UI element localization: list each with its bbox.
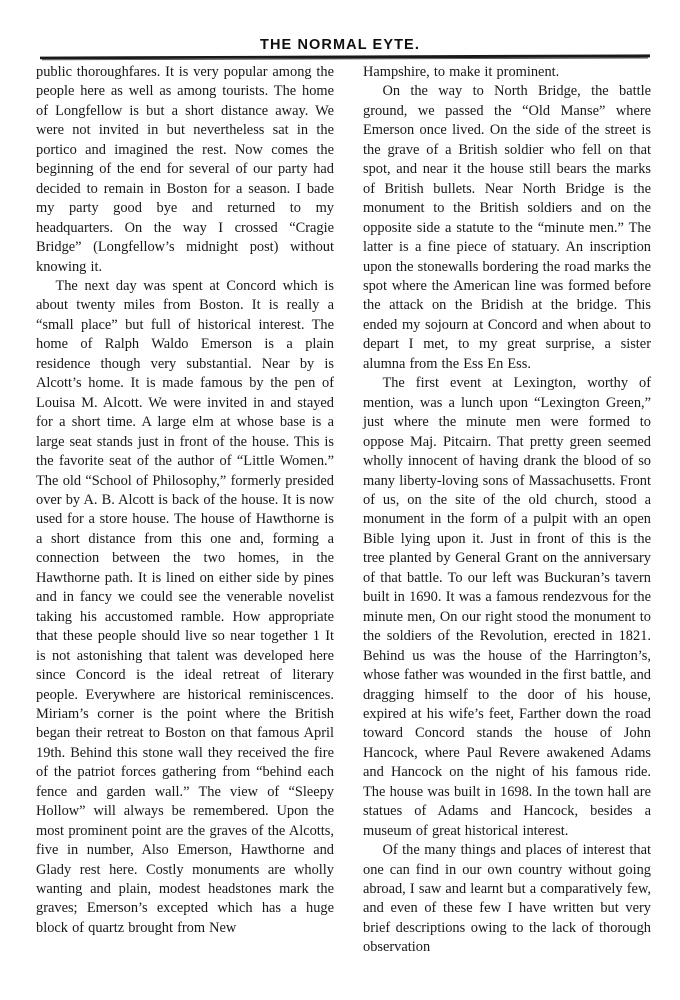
paragraph: The first event at Lexington, worthy of mention, was a lunch upon “Lexington Green,” just where the minute men were formed to oppose Maj. Pitcairn. That pretty green seemed wholly innocent of having drank the blood of so many liberty-loving sons of Massachusetts. Front of us, on the site of the old church, stood a monument in the form of a pulpit with an open Bible lying upon it. Just in front of this is the tree planted by General Grant on the anniversary of that battle. To our left was Buckuran’s tavern built in 1690. It was a famous rendezvous for the minute men, On our right stood the monument to the soldiers of the Revolution, erected in 1821. Behind us was the house of the Harrington’s, whose father was wounded in the first battle, and dragging himself to the door of his house, expired at his wife’s feet, Farther down the road toward Concord stands the house of John Hancock, where Paul Revere awakened Adams and Hancock on the night of his famous ride. The house was built in 1698. In the town hall are statues of Adams and Hancock, besides a museum of great historical interest.	[363, 375, 651, 839]
paragraph: Hampshire, to make it prominent.	[363, 64, 560, 80]
page-title: THE NORMAL EYTE.	[260, 37, 420, 53]
running-head	[0, 36, 680, 54]
column-right	[363, 63, 651, 958]
paragraph: Of the many things and places of interest that one can find in our own country without going abroad, I saw and learnt but a comparatively few, and even of these few I have written but very brief descriptions owing to the lack of thorough observation	[363, 842, 651, 956]
header-rule	[40, 54, 650, 62]
column-left	[36, 63, 334, 938]
body-columns	[0, 63, 680, 993]
paragraph: On the way to North Bridge, the battle ground, we passed the “Old Manse” where Emerson once lived. On the side of the street is the grave of a British soldier who fell on that spot, and near it the house still bears the marks of British bullets. Near North Bridge is the monument to the British soldiers and on the opposite side a statute to the “minute men.” The latter is a fine piece of statuary. An inscription upon the stonewalls bordering the road marks the spot where the American line was formed before the attack on the Bridish at the bridge. This ended my sojourn at Concord and when about to depart I met, to my great surprise, a sister alumna from the Ess En Ess.	[363, 83, 651, 372]
paragraph: public thoroughfares. It is very popular among the people here as well as among tourists. The home of Longfellow is but a short distance away. We were not invited in but nevertheless sat in the portico and imagined the rest. Now comes the beginning of the end for several of our party had decided to remain in Boston for a season. I bade my party good bye and returned to my headquarters. On the way I crossed “Cragie Bridge” (Longfellow’s midnight post) without knowing it.	[36, 64, 334, 275]
paragraph: The next day was spent at Concord which is about twenty miles from Boston. It is really a “small place” but full of historical interest. The home of Ralph Waldo Emerson is a plain residence though very substantial. Near by is Alcott’s home. It is made famous by the pen of Louisa M. Alcott. We were invited in and stayed for a short time. A large elm at whose base is a large seat stands just in front of the house. This is the favorite seat of the author of “Little Women.” The old “School of Philosophy,” formerly presided over by A. B. Alcott is back of the house. It is now used for a store house. The house of Hawthorne is a short distance from this one and, forming a connection between the two homes, in the Hawthorne path. It is lined on either side by pines and in fancy we could see the venerable novelist taking his accustomed ramble. How appropriate that these people should live so near together 1 It is not astonishing that talent was developed here since Concord is the ideal retreat of literary people. Everywhere are historical reminiscences. Miriam’s corner is the point where the British began their retreat to Boston on that famous April 19th. Behind this stone wall they received the fire of the patriot forces gathering from “behind each fence and garden wall.” The view of “Sleepy Hollow” will always be remembered. Upon the most prominent point are the graves of the Alcotts, five in number, Also Emerson, Hawthorne and Glady rest here. Costly monuments are wholly wanting and plain, modest headstones mark the graves; Emerson’s excepted which has a huge block of quartz brought from New	[36, 277, 334, 936]
tapered-rule-icon	[40, 54, 650, 62]
